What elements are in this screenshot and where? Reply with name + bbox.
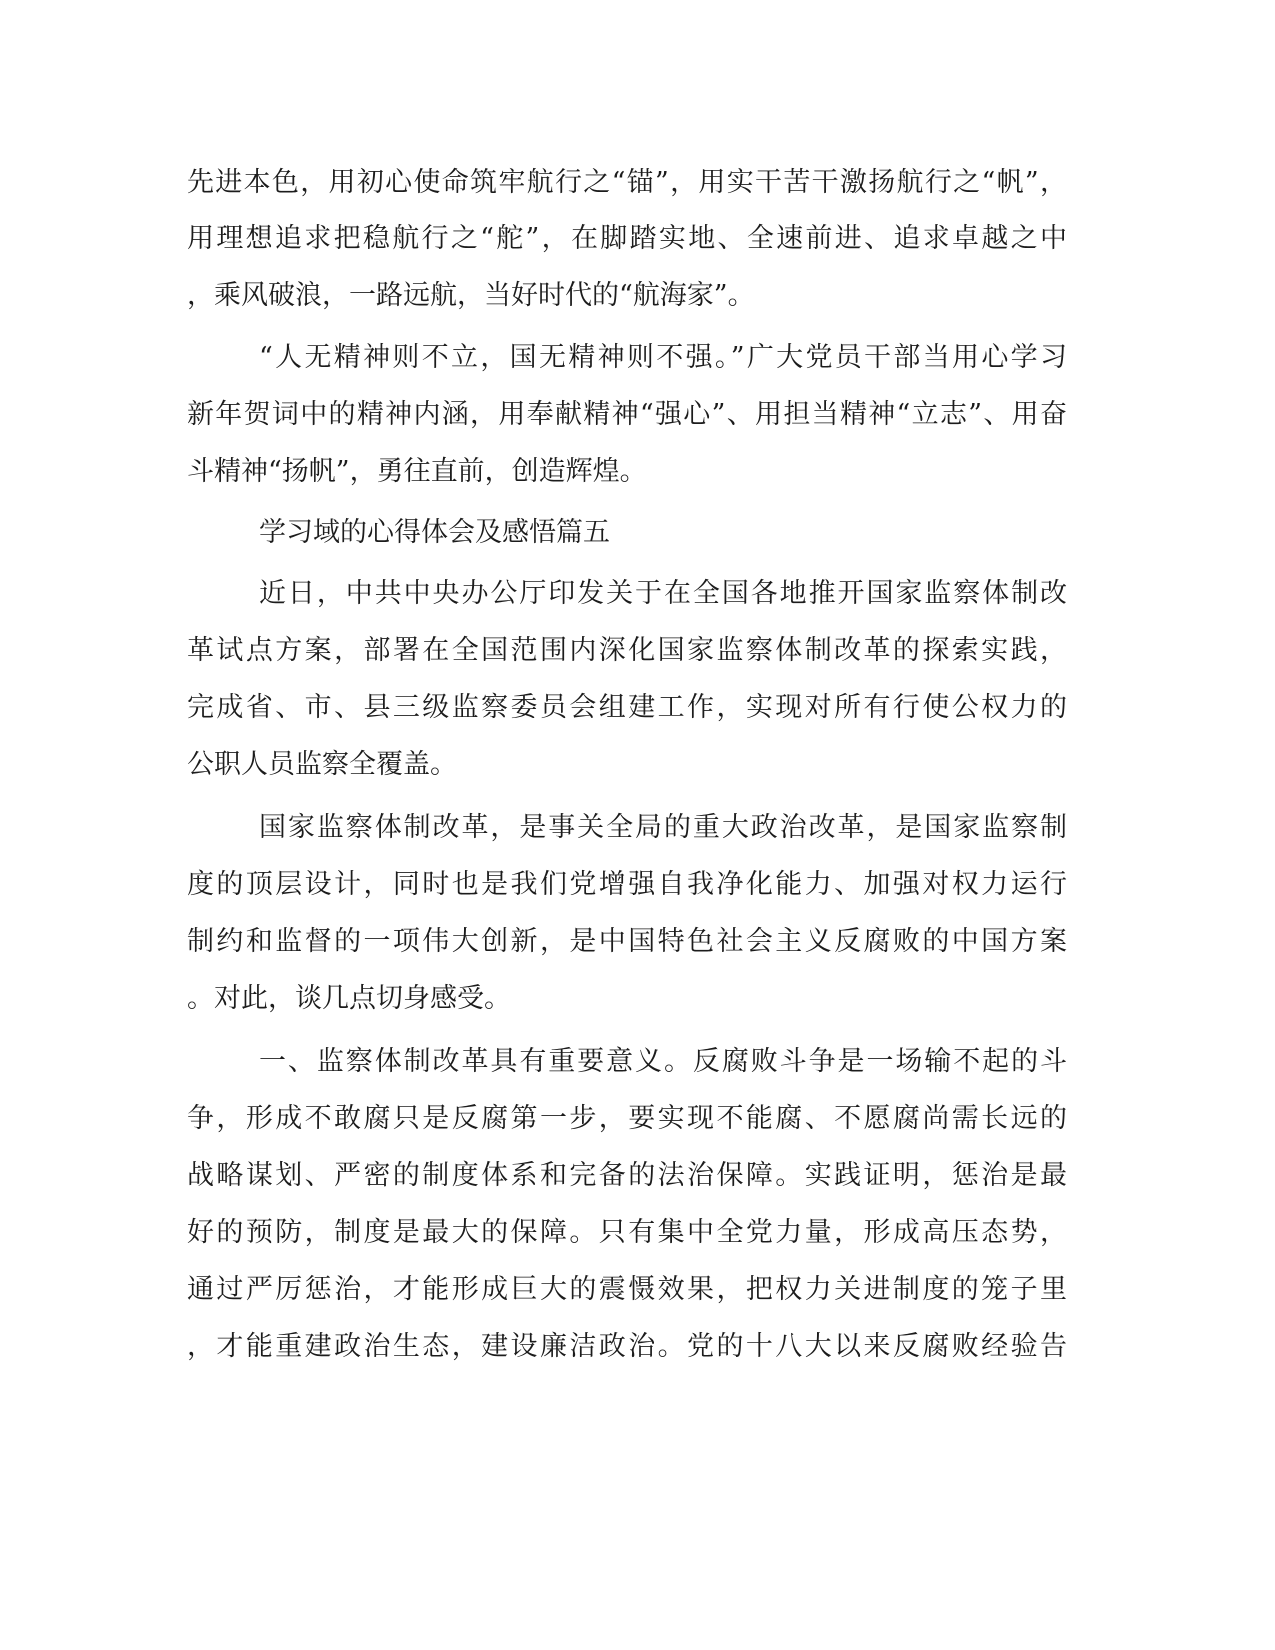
text-line: 革试点方案，部署在全国范围内深化国家监察体制改革的探索实践， — [187, 635, 1067, 666]
text-line: 战略谋划、严密的制度体系和完备的法治保障。实践证明，惩治是最 — [187, 1160, 1067, 1191]
section-heading: 学习域的心得体会及感悟篇五 — [259, 517, 610, 548]
text-line: 近日，中共中央办公厅印发关于在全国各地推开国家监察体制改 — [259, 578, 1067, 609]
text-line: 先进本色，用初心使命筑牢航行之“锚”，用实干苦干激扬航行之“帆”， — [187, 167, 1067, 198]
text-line: 。对此，谈几点切身感受。 — [187, 983, 511, 1014]
text-line: 公职人员监察全覆盖。 — [187, 749, 457, 780]
text-line: 国家监察体制改革，是事关全局的重大政治改革，是国家监察制 — [259, 812, 1067, 843]
text-line: 完成省、市、县三级监察委员会组建工作，实现对所有行使公权力的 — [187, 692, 1067, 723]
text-line: 一、监察体制改革具有重要意义。反腐败斗争是一场输不起的斗 — [259, 1046, 1067, 1077]
text-line: 制约和监督的一项伟大创新，是中国特色社会主义反腐败的中国方案 — [187, 926, 1067, 957]
text-line: 争，形成不敢腐只是反腐第一步，要实现不能腐、不愿腐尚需长远的 — [187, 1103, 1067, 1134]
text-line: ，乘风破浪，一路远航，当好时代的“航海家”。 — [187, 280, 755, 311]
text-line: 好的预防，制度是最大的保障。只有集中全党力量，形成高压态势， — [187, 1217, 1067, 1248]
text-line: 新年贺词中的精神内涵，用奉献精神“强心”、用担当精神“立志”、用奋 — [187, 399, 1067, 430]
text-line: “人无精神则不立，国无精神则不强。”广大党员干部当用心学习 — [259, 342, 1067, 373]
text-line: 通过严厉惩治，才能形成巨大的震慑效果，把权力关进制度的笼子里 — [187, 1274, 1067, 1305]
text-line: ，才能重建政治生态，建设廉洁政治。党的十八大以来反腐败经验告 — [187, 1331, 1067, 1362]
text-line: 斗精神“扬帆”，勇往直前，创造辉煌。 — [187, 456, 647, 487]
text-line: 用理想追求把稳航行之“舵”，在脚踏实地、全速前进、追求卓越之中 — [187, 223, 1067, 254]
text-line: 度的顶层设计，同时也是我们党增强自我净化能力、加强对权力运行 — [187, 869, 1067, 900]
